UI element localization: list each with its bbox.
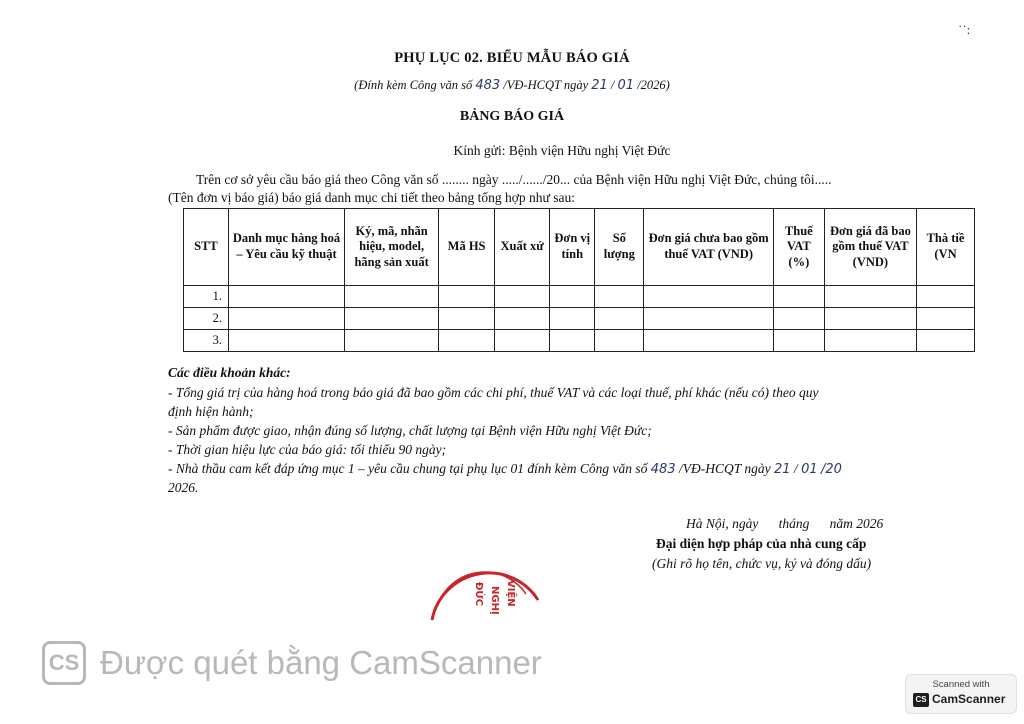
attachment-subtitle: (Đính kèm Công văn số 483 /VĐ-HCQT ngày 21 / 01 /2026)	[354, 78, 670, 93]
term-2: - Sản phẩm được giao, nhận đúng số lượng, chất lượng tại Bệnh viện Hữu nghị Việt Đức;	[168, 423, 652, 438]
cell	[773, 286, 824, 308]
handwritten-year-part: /20	[820, 462, 842, 477]
handwritten-doc-number: 483	[475, 78, 501, 93]
cell	[345, 330, 439, 352]
cell	[824, 330, 916, 352]
term-3: - Thời gian hiệu lực của báo giá: tối thiểu 90 ngày;	[168, 442, 447, 457]
subtitle-year: /2026)	[637, 78, 670, 92]
handwritten-day-2: 21	[774, 462, 791, 477]
cell	[773, 308, 824, 330]
cell	[773, 330, 824, 352]
subtitle-mid: /VĐ-HCQT ngày	[503, 78, 589, 92]
col-header-origin: Xuất xứ	[494, 209, 549, 286]
table-header-row	[184, 209, 975, 286]
col-header-price-incl-vat: Đơn giá đã bao gồm thuế VAT (VND)	[824, 209, 916, 286]
handwritten-day: 21	[591, 78, 608, 93]
table-row	[184, 286, 975, 308]
cell	[494, 286, 549, 308]
term-4-line-1: - Nhà thầu cam kết đáp ứng mục 1 – yêu cầu chung tại phụ lục 01 đính kèm Công văn số 483 /VĐ-HCQT ngày 21 / 01 /20	[168, 461, 842, 477]
stamp-text: VIỆN	[505, 580, 516, 607]
row-number: 3.	[184, 330, 229, 352]
badge-caption: Scanned with	[932, 679, 990, 690]
cell	[550, 286, 595, 308]
col-header-hs-code: Mã HS	[439, 209, 495, 286]
cell	[550, 330, 595, 352]
term-4-line-2: 2026.	[168, 480, 199, 495]
cell	[824, 308, 916, 330]
cell	[595, 330, 644, 352]
cell	[917, 330, 975, 352]
subtitle-prefix: (Đính kèm Công văn số	[354, 78, 473, 92]
handwritten-month: 01	[617, 78, 635, 93]
table-row	[184, 308, 975, 330]
signature-note: (Ghi rõ họ tên, chức vụ, ký và đóng dấu)	[652, 556, 872, 571]
col-header-brand: Ký, mã, nhãn hiệu, model, hãng sản xuất	[345, 209, 439, 286]
col-header-stt: STT	[184, 209, 229, 286]
signer-title: Đại diện hợp pháp của nhà cung cấp	[656, 536, 867, 551]
handwritten-month-2: 01	[801, 462, 818, 477]
camscanner-logo-icon: CS	[42, 641, 86, 685]
cell	[228, 308, 344, 330]
terms-title: Các điều khoản khác:	[168, 365, 291, 380]
cell	[228, 330, 344, 352]
cell	[439, 308, 495, 330]
scanned-with-badge	[905, 674, 1017, 714]
quote-table	[183, 208, 975, 352]
cell	[917, 286, 975, 308]
cell	[228, 286, 344, 308]
page-title: PHỤ LỤC 02. BIỂU MẪU BÁO GIÁ	[394, 50, 630, 66]
cell	[917, 308, 975, 330]
place-date: Hà Nội, ngày tháng năm 2026	[686, 516, 884, 531]
cell	[345, 286, 439, 308]
cell	[824, 286, 916, 308]
cell	[345, 308, 439, 330]
cell	[439, 330, 495, 352]
scanner-watermark-text: Được quét bằng CamScanner	[100, 644, 542, 681]
term-1-line-2: định hiện hành;	[168, 404, 254, 419]
table-row	[184, 330, 975, 352]
cell	[550, 308, 595, 330]
cell	[644, 308, 774, 330]
cell	[494, 330, 549, 352]
corner-marks: ˙˙:	[958, 22, 971, 37]
cell	[595, 308, 644, 330]
row-number: 1.	[184, 286, 229, 308]
col-header-vat: Thuế VAT (%)	[773, 209, 824, 286]
cell	[494, 308, 549, 330]
term-4-prefix: - Nhà thầu cam kết đáp ứng mục 1 – yêu cầu chung tại phụ lục 01 đính kèm Công văn số	[168, 461, 648, 476]
handwritten-doc-number-2: 483	[650, 462, 676, 477]
col-header-item: Danh mục hàng hoá – Yêu cầu kỹ thuật	[228, 209, 344, 286]
term-4-mid: /VĐ-HCQT ngày	[678, 461, 771, 476]
intro-line-2: (Tên đơn vị báo giá) báo giá danh mục chi tiết theo bảng tổng hợp như sau:	[168, 190, 575, 205]
stamp-text: NGHỊ	[489, 586, 500, 615]
camscanner-mark-icon: CS	[913, 693, 929, 707]
addressee: Kính gửi: Bệnh viện Hữu nghị Việt Đức	[453, 143, 671, 158]
row-number: 2.	[184, 308, 229, 330]
cell	[644, 286, 774, 308]
term-1-line-1: - Tổng giá trị của hàng hoá trong báo giá đã bao gồm các chi phí, thuế VAT và các loại thuế, phí khác (nếu có) theo quy	[168, 385, 819, 400]
stamp-text: ĐỨC	[473, 582, 484, 607]
cell	[439, 286, 495, 308]
badge-brand-name: CamScanner	[932, 692, 1006, 706]
col-header-total: Thà tiề (VN	[917, 209, 975, 286]
col-header-price-excl-vat: Đơn giá chưa bao gồm thuế VAT (VND)	[644, 209, 774, 286]
cell	[595, 286, 644, 308]
col-header-unit: Đơn vị tính	[550, 209, 595, 286]
table-title: BẢNG BÁO GIÁ	[459, 109, 565, 124]
intro-line-1: Trên cơ sở yêu cầu báo giá theo Công văn số ........ ngày ...../....../20... của Bệnh viện Hữu nghị Việt Đức, chúng tôi.....	[196, 172, 832, 187]
cell	[644, 330, 774, 352]
col-header-quantity: Số lượng	[595, 209, 644, 286]
